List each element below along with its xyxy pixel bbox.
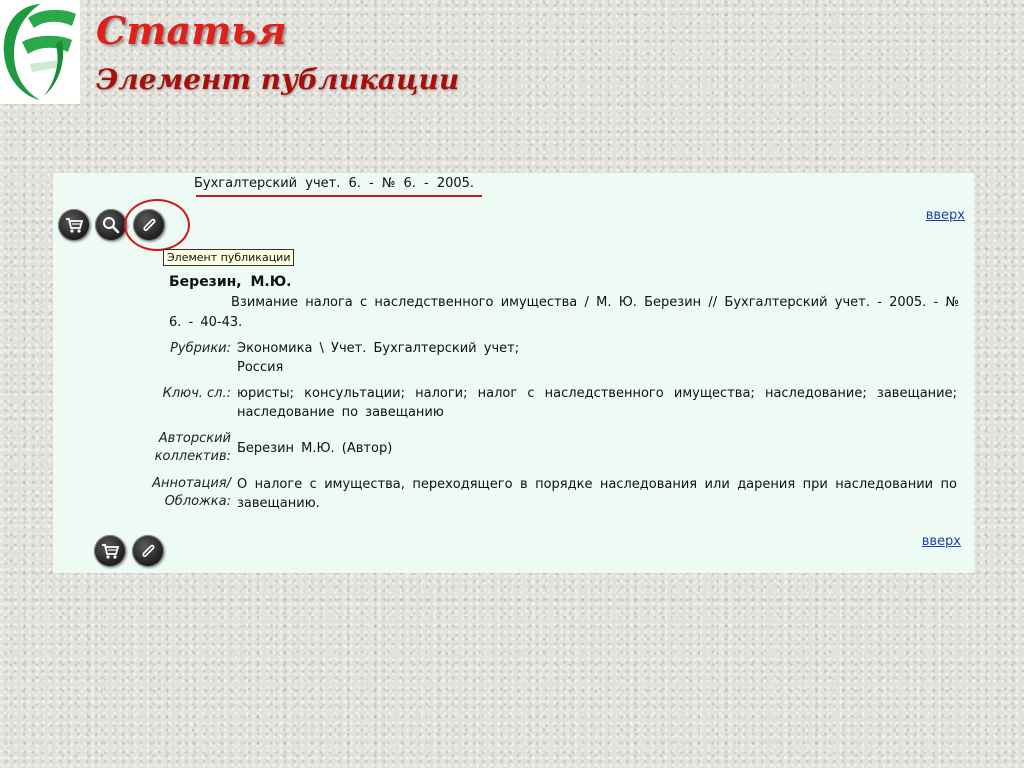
rubrics-label: Рубрики: [170,341,231,356]
authors-label-line: Авторский [158,431,231,446]
publication-element-button-bottom[interactable] [132,535,164,567]
author-heading: Березин, М.Ю. [169,274,292,290]
rubrics-line[interactable]: Россия [237,360,284,375]
authors-label-line: коллектив: [154,449,231,464]
annotation-label-line: Обложка: [164,494,231,509]
search-icon [101,215,121,235]
annotation-label-line: Аннотация/ [152,476,231,491]
slide-title: Статья [96,8,287,53]
record-panel [53,173,974,573]
cart-icon [64,215,84,235]
slide-subtitle: Элемент публикации [96,63,460,96]
tooltip: Элемент публикации [163,249,294,266]
keywords-value: юристы; консультации; налоги; налог с наследственного имущества; наследование; завещание; наследование по завещанию [237,386,957,420]
record-description: Взимание налога с наследственного имущества / М. Ю. Березин // Бухгалтерский учет. - 2005. - № 6. - 40-43. [169,295,959,330]
search-button[interactable] [95,209,127,241]
rubrics-line[interactable]: Экономика \ Учет. Бухгалтерский учет; [237,341,520,356]
cart-button-bottom[interactable] [94,535,126,567]
annotation-label [131,475,231,511]
link-up-top[interactable]: вверх [925,208,965,223]
link-up-bottom[interactable]: вверх [921,534,961,549]
rubrics-value [237,339,957,377]
source-underline [196,195,482,197]
paperclip-icon [138,541,158,561]
keywords-label: Ключ. сл.: [162,386,231,401]
authors-label [131,430,231,466]
cart-icon [100,541,120,561]
authors-value: Березин М.Ю. (Автор) [237,441,393,456]
source-reference[interactable]: Бухгалтерский учет. 6. - № 6. - 2005. [194,176,475,191]
logo [0,0,80,104]
highlight-circle [124,199,190,251]
annotation-value: О налоге с имущества, переходящего в порядке наследования или дарения при наследовании по завещанию. [237,477,957,511]
cart-button[interactable] [58,209,90,241]
